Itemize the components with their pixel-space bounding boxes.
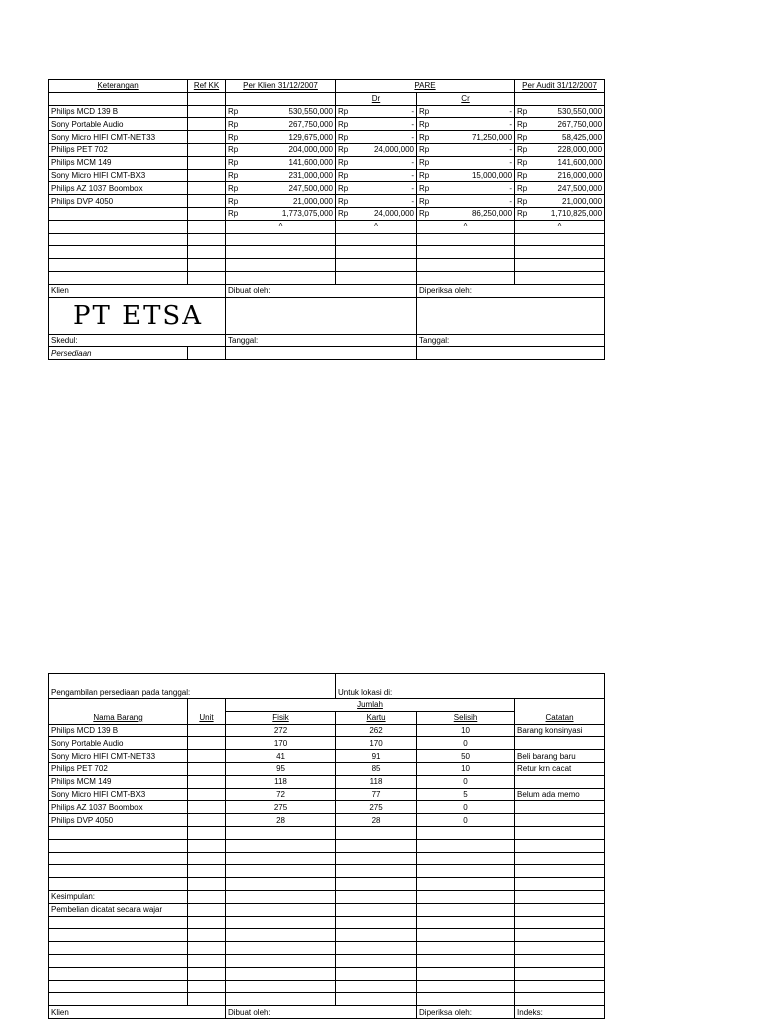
klien-value: 267,750,000 xyxy=(246,118,336,131)
header-unit: Unit xyxy=(188,711,226,724)
kartu-value: 262 xyxy=(336,724,417,737)
header-keterangan: Keterangan xyxy=(49,80,188,93)
unit-value xyxy=(188,724,226,737)
ref-kk xyxy=(188,182,226,195)
currency-label: Rp xyxy=(226,182,246,195)
table-row xyxy=(49,105,605,118)
kartu-value: 28 xyxy=(336,814,417,827)
stock-count-table xyxy=(48,673,605,1019)
table-row xyxy=(49,156,605,169)
currency-label: Rp xyxy=(515,131,535,144)
kartu-value: 91 xyxy=(336,750,417,763)
table-row xyxy=(49,788,605,801)
audit-value: 247,500,000 xyxy=(535,182,605,195)
table-row xyxy=(49,801,605,814)
header-jumlah: Jumlah xyxy=(226,699,515,712)
label-kesimpulan: Kesimpulan: xyxy=(49,890,188,903)
item-name: Philips AZ 1037 Boombox xyxy=(49,182,188,195)
cr-value: - xyxy=(437,195,515,208)
currency-label: Rp xyxy=(417,169,437,182)
currency-label: Rp xyxy=(336,118,356,131)
currency-label: Rp xyxy=(515,195,535,208)
currency-label: Rp xyxy=(515,182,535,195)
label-diperiksa-oleh: Diperiksa oleh: xyxy=(417,284,605,297)
item-name: Sony Micro HIFI CMT-NET33 xyxy=(49,750,188,763)
ref-kk xyxy=(188,169,226,182)
currency-label: Rp xyxy=(515,143,535,156)
kartu-value: 275 xyxy=(336,801,417,814)
currency-label: Rp xyxy=(515,169,535,182)
currency-label: Rp xyxy=(515,105,535,118)
header-catatan: Catatan xyxy=(515,711,605,724)
currency-label: Rp xyxy=(417,195,437,208)
currency-label: Rp xyxy=(417,207,437,220)
table-row xyxy=(49,762,605,775)
catatan-value: Barang konsinyasi xyxy=(515,724,605,737)
header-per-klien: Per Klien 31/12/2007 xyxy=(226,80,336,93)
table-row xyxy=(49,724,605,737)
total-cr: 86,250,000 xyxy=(437,207,515,220)
klien-value: 204,000,000 xyxy=(246,143,336,156)
skedul-value: Persediaan xyxy=(49,347,188,360)
tickmark-audit: ^ xyxy=(515,220,605,233)
currency-label: Rp xyxy=(417,143,437,156)
table-row xyxy=(49,182,605,195)
kartu-value: 77 xyxy=(336,788,417,801)
currency-label: Rp xyxy=(226,195,246,208)
currency-label: Rp xyxy=(417,118,437,131)
selisih-value: 5 xyxy=(417,788,515,801)
table-row xyxy=(49,750,605,763)
fisik-value: 275 xyxy=(226,801,336,814)
header-kartu: Kartu xyxy=(336,711,417,724)
tickmark-dr: ^ xyxy=(336,220,417,233)
currency-label: Rp xyxy=(336,169,356,182)
header-refkk: Ref KK xyxy=(188,80,226,93)
dr-value: - xyxy=(356,118,417,131)
label-indeks: Indeks: xyxy=(515,1006,605,1019)
header-cr: Cr xyxy=(417,92,515,105)
unit-value xyxy=(188,801,226,814)
table-row xyxy=(49,195,605,208)
selisih-value: 0 xyxy=(417,814,515,827)
dr-value: 24,000,000 xyxy=(356,143,417,156)
currency-label: Rp xyxy=(336,182,356,195)
selisih-value: 0 xyxy=(417,801,515,814)
company-logo: PT ETSA xyxy=(49,297,226,334)
currency-label: Rp xyxy=(226,131,246,144)
table-row xyxy=(49,143,605,156)
kartu-value: 118 xyxy=(336,775,417,788)
item-name: Philips MCM 149 xyxy=(49,775,188,788)
currency-label: Rp xyxy=(417,156,437,169)
label-tanggal: Tanggal: xyxy=(417,334,605,347)
label-tanggal: Tanggal: xyxy=(226,334,417,347)
audit-value: 58,425,000 xyxy=(535,131,605,144)
item-name: Philips AZ 1037 Boombox xyxy=(49,801,188,814)
item-name: Philips MCD 139 B xyxy=(49,724,188,737)
tickmark-klien: ^ xyxy=(226,220,336,233)
currency-label: Rp xyxy=(417,182,437,195)
currency-label: Rp xyxy=(515,207,535,220)
klien-value: 129,675,000 xyxy=(246,131,336,144)
audit-value: 530,550,000 xyxy=(535,105,605,118)
selisih-value: 10 xyxy=(417,724,515,737)
dr-value: - xyxy=(356,105,417,118)
dr-value: - xyxy=(356,182,417,195)
cr-value: - xyxy=(437,182,515,195)
header-dr: Dr xyxy=(336,92,417,105)
currency-label: Rp xyxy=(226,118,246,131)
currency-label: Rp xyxy=(417,105,437,118)
tickmark-row xyxy=(49,220,605,233)
unit-value xyxy=(188,814,226,827)
header-selisih: Selisih xyxy=(417,711,515,724)
unit-value xyxy=(188,750,226,763)
item-name: Sony Micro HIFI CMT-NET33 xyxy=(49,131,188,144)
selisih-value: 0 xyxy=(417,775,515,788)
header-fisik: Fisik xyxy=(226,711,336,724)
currency-label: Rp xyxy=(226,143,246,156)
unit-value xyxy=(188,762,226,775)
currency-label: Rp xyxy=(336,105,356,118)
catatan-value xyxy=(515,737,605,750)
currency-label: Rp xyxy=(226,105,246,118)
selisih-value: 10 xyxy=(417,762,515,775)
ref-kk xyxy=(188,156,226,169)
label-dibuat-oleh: Dibuat oleh: xyxy=(226,1006,417,1019)
total-klien: 1,773,075,000 xyxy=(246,207,336,220)
fisik-value: 272 xyxy=(226,724,336,737)
item-name: Philips PET 702 xyxy=(49,762,188,775)
audit-value: 216,000,000 xyxy=(535,169,605,182)
currency-label: Rp xyxy=(226,169,246,182)
klien-value: 141,600,000 xyxy=(246,156,336,169)
dr-value: - xyxy=(356,195,417,208)
fisik-value: 95 xyxy=(226,762,336,775)
cr-value: - xyxy=(437,105,515,118)
label-pengambilan: Pengambilan persediaan pada tanggal: xyxy=(49,674,336,699)
fisik-value: 170 xyxy=(226,737,336,750)
item-name: Sony Micro HIFI CMT-BX3 xyxy=(49,169,188,182)
item-name: Philips PET 702 xyxy=(49,143,188,156)
label-skedul: Skedul: xyxy=(49,334,226,347)
currency-label: Rp xyxy=(417,131,437,144)
item-name: Philips MCD 139 B xyxy=(49,105,188,118)
kartu-value: 85 xyxy=(336,762,417,775)
catatan-value: Retur krn cacat xyxy=(515,762,605,775)
label-diperiksa-oleh: Diperiksa oleh: xyxy=(417,1006,515,1019)
cr-value: 15,000,000 xyxy=(437,169,515,182)
currency-label: Rp xyxy=(226,156,246,169)
fisik-value: 72 xyxy=(226,788,336,801)
item-name: Philips MCM 149 xyxy=(49,156,188,169)
dr-value: - xyxy=(356,131,417,144)
item-name: Sony Micro HIFI CMT-BX3 xyxy=(49,788,188,801)
currency-label: Rp xyxy=(336,156,356,169)
klien-value: 530,550,000 xyxy=(246,105,336,118)
cr-value: - xyxy=(437,143,515,156)
catatan-value xyxy=(515,775,605,788)
klien-value: 21,000,000 xyxy=(246,195,336,208)
total-row xyxy=(49,207,605,220)
fisik-value: 41 xyxy=(226,750,336,763)
table-row xyxy=(49,814,605,827)
header-nama-barang: Nama Barang xyxy=(49,711,188,724)
currency-label: Rp xyxy=(226,207,246,220)
currency-label: Rp xyxy=(515,156,535,169)
audit-value: 228,000,000 xyxy=(535,143,605,156)
cr-value: 71,250,000 xyxy=(437,131,515,144)
item-name: Sony Portable Audio xyxy=(49,118,188,131)
catatan-value xyxy=(515,801,605,814)
header-pare: PARE xyxy=(336,80,515,93)
tickmark-cr: ^ xyxy=(417,220,515,233)
catatan-value: Belum ada memo xyxy=(515,788,605,801)
table-row xyxy=(49,737,605,750)
item-name: Philips DVP 4050 xyxy=(49,195,188,208)
ref-kk xyxy=(188,118,226,131)
currency-label: Rp xyxy=(336,195,356,208)
cr-value: - xyxy=(437,118,515,131)
table-row xyxy=(49,131,605,144)
klien-value: 247,500,000 xyxy=(246,182,336,195)
currency-label: Rp xyxy=(336,207,356,220)
ref-kk xyxy=(188,195,226,208)
kartu-value: 170 xyxy=(336,737,417,750)
total-dr: 24,000,000 xyxy=(356,207,417,220)
audit-value: 267,750,000 xyxy=(535,118,605,131)
unit-value xyxy=(188,737,226,750)
ref-kk xyxy=(188,105,226,118)
label-klien: Klien xyxy=(49,1006,226,1019)
table-row xyxy=(49,169,605,182)
selisih-value: 0 xyxy=(417,737,515,750)
ref-kk xyxy=(188,131,226,144)
klien-value: 231,000,000 xyxy=(246,169,336,182)
fisik-value: 28 xyxy=(226,814,336,827)
audit-value: 141,600,000 xyxy=(535,156,605,169)
item-name: Sony Portable Audio xyxy=(49,737,188,750)
label-dibuat-oleh: Dibuat oleh: xyxy=(226,284,417,297)
audit-value: 21,000,000 xyxy=(535,195,605,208)
dr-value: - xyxy=(356,169,417,182)
label-klien: Klien xyxy=(49,284,226,297)
dr-value: - xyxy=(356,156,417,169)
cr-value: - xyxy=(437,156,515,169)
catatan-value xyxy=(515,814,605,827)
unit-value xyxy=(188,788,226,801)
item-name: Philips DVP 4050 xyxy=(49,814,188,827)
fisik-value: 118 xyxy=(226,775,336,788)
audit-adjustment-table xyxy=(48,79,605,360)
table-row xyxy=(49,775,605,788)
unit-value xyxy=(188,775,226,788)
currency-label: Rp xyxy=(336,143,356,156)
total-audit: 1,710,825,000 xyxy=(535,207,605,220)
currency-label: Rp xyxy=(515,118,535,131)
catatan-value: Beli barang baru xyxy=(515,750,605,763)
kesimpulan-text: Pembelian dicatat secara wajar xyxy=(49,903,188,916)
header-per-audit: Per Audit 31/12/2007 xyxy=(515,80,605,93)
label-lokasi: Untuk lokasi di: xyxy=(336,674,605,699)
ref-kk xyxy=(188,143,226,156)
table-row xyxy=(49,118,605,131)
currency-label: Rp xyxy=(336,131,356,144)
selisih-value: 50 xyxy=(417,750,515,763)
